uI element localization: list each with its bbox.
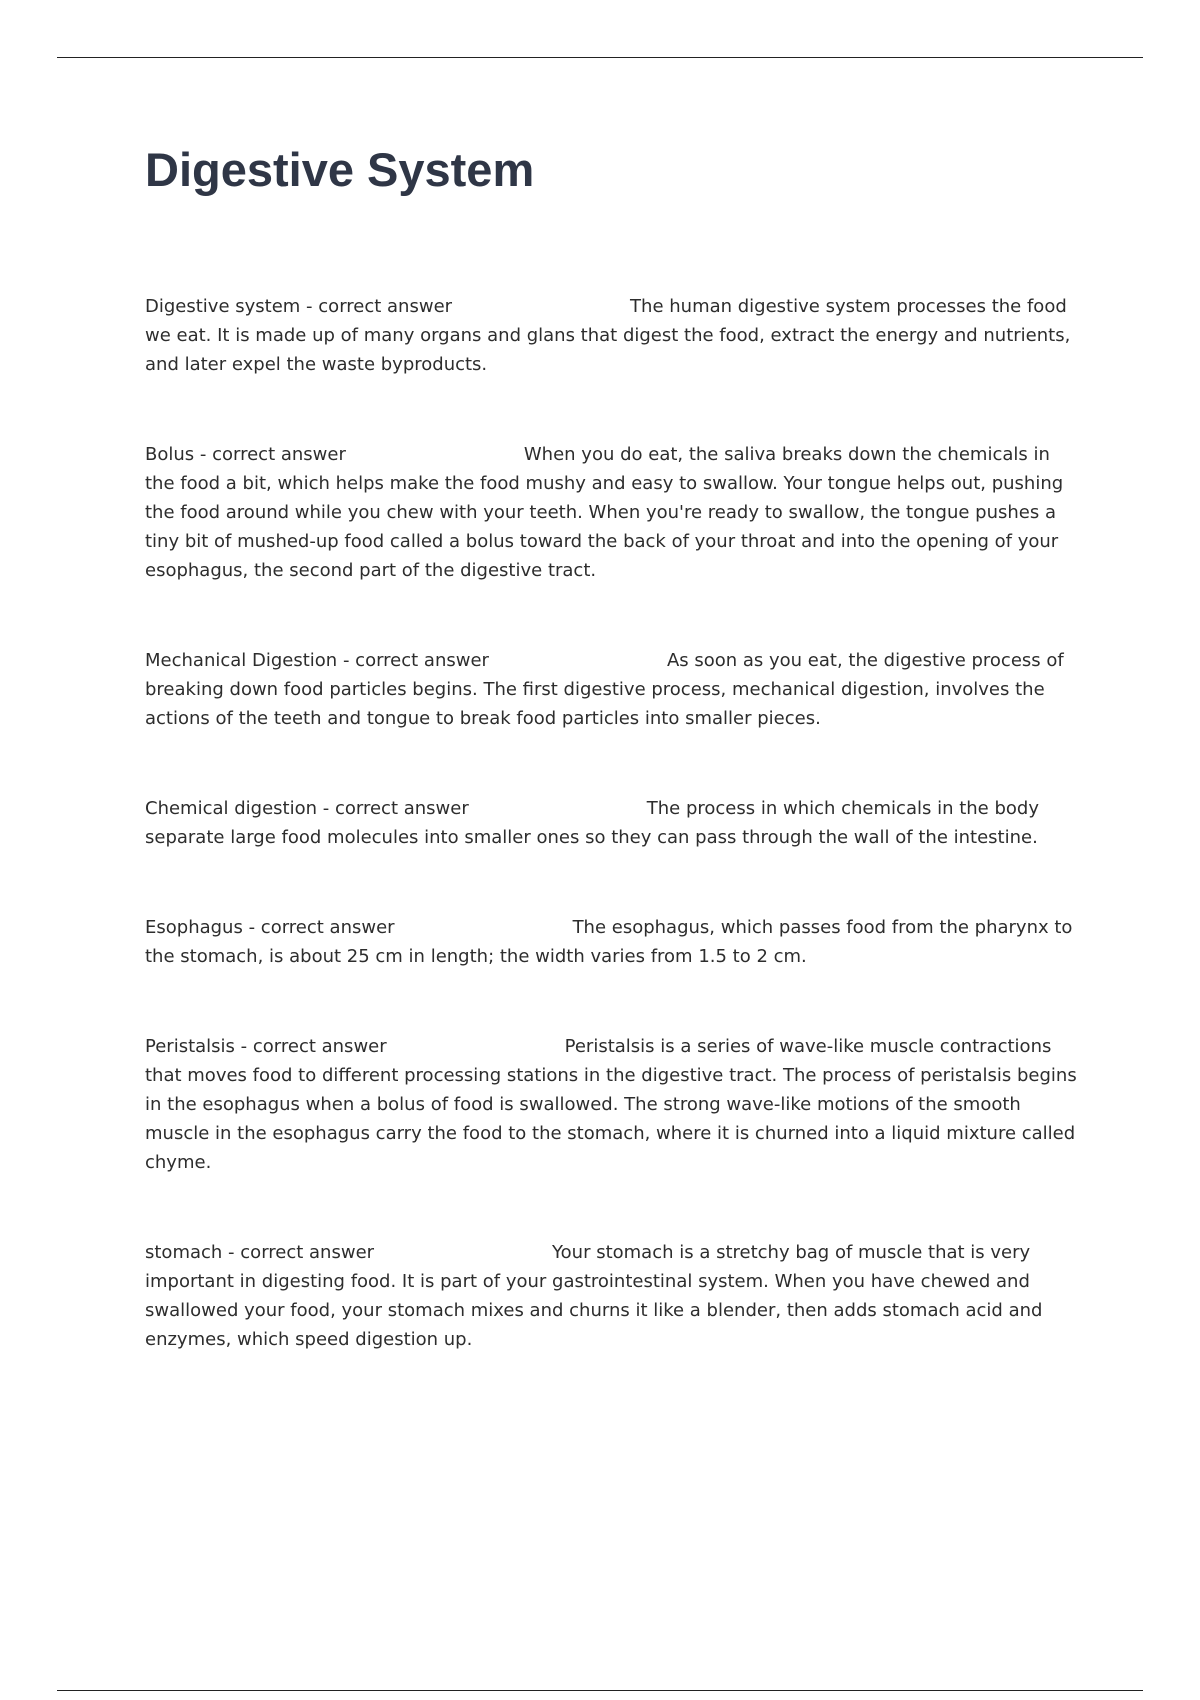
term-separator: - <box>337 650 356 671</box>
entry-definition: The esophagus, which passes food from the pharynx to the stomach, is about 25 cm in length; the width varies from 1.5 to 2 cm. <box>145 917 1073 967</box>
term-separator: - <box>234 1036 253 1057</box>
entry-definition: The process in which chemicals in the body separate large food molecules into smaller ones so they can pass through the wall of the intestine. <box>145 798 1039 848</box>
answer-label: correct answer <box>212 444 346 465</box>
answer-label: correct answer <box>260 917 395 938</box>
page-title: Digestive System <box>145 143 535 196</box>
answer-label: correct answer <box>334 798 469 819</box>
entry-definition: When you do eat, the saliva breaks down the chemicals in the food a bit, which helps make the food mushy and easy to swallow. Your tongue helps out, pushing the food around while you chew with your teeth. When you're ready to swallow, the tongue pushes a tiny bit of mushed-up food called a bolus toward the back of your throat and into the opening of your esophagus, the second part of the digestive tract. <box>145 444 1064 581</box>
term-separator: - <box>222 1242 241 1263</box>
entry-term: Digestive system <box>145 296 301 317</box>
entry-term: stomach <box>145 1242 223 1263</box>
entry-definition: The human digestive system processes the food we eat. It is made up of many organs and glans that digest the food, extract the energy and nutrients, and later expel the waste byproducts. <box>145 296 1071 375</box>
list-item <box>145 292 1085 379</box>
bottom-divider <box>57 1690 1143 1691</box>
entry-term: Chemical digestion <box>145 798 318 819</box>
entry-definition: As soon as you eat, the digestive process of breaking down food particles begins. The first digestive process, mechanical digestion, involves the actions of the teeth and tongue to break food particles into smaller pieces. <box>145 650 1064 729</box>
term-separator: - <box>194 444 213 465</box>
term-separator: - <box>242 917 261 938</box>
entry-definition: Your stomach is a stretchy bag of muscle that is very important in digesting food. It is part of your gastrointestinal system. When you have chewed and swallowed your food, your stomach mixes and churns it like a blender, then adds stomach acid and enzymes, which speed digestion up. <box>145 1242 1043 1350</box>
answer-label: correct answer <box>355 650 489 671</box>
list-item <box>145 1238 1085 1354</box>
answer-label: correct answer <box>318 296 453 317</box>
entry-definition: Peristalsis is a series of wave-like muscle contractions that moves food to different processing stations in the digestive tract. The process of peristalsis begins in the esophagus when a bolus of food is swallowed. The strong wave-like motions of the smooth muscle in the esophagus carry the food to the stomach, where it is churned into a liquid mixture called chyme. <box>145 1036 1077 1173</box>
entry-term: Bolus <box>145 444 195 465</box>
list-item <box>145 1032 1085 1177</box>
term-separator: - <box>300 296 319 317</box>
entry-term: Esophagus <box>145 917 243 938</box>
entry-term: Peristalsis <box>145 1036 235 1057</box>
list-item <box>145 794 1085 852</box>
flashcard-list <box>145 292 1085 1354</box>
list-item <box>145 440 1085 585</box>
top-divider <box>57 57 1143 58</box>
list-item <box>145 646 1085 733</box>
answer-label: correct answer <box>252 1036 387 1057</box>
list-item <box>145 913 1085 971</box>
entry-term: Mechanical Digestion <box>145 650 338 671</box>
answer-label: correct answer <box>240 1242 375 1263</box>
term-separator: - <box>317 798 335 819</box>
